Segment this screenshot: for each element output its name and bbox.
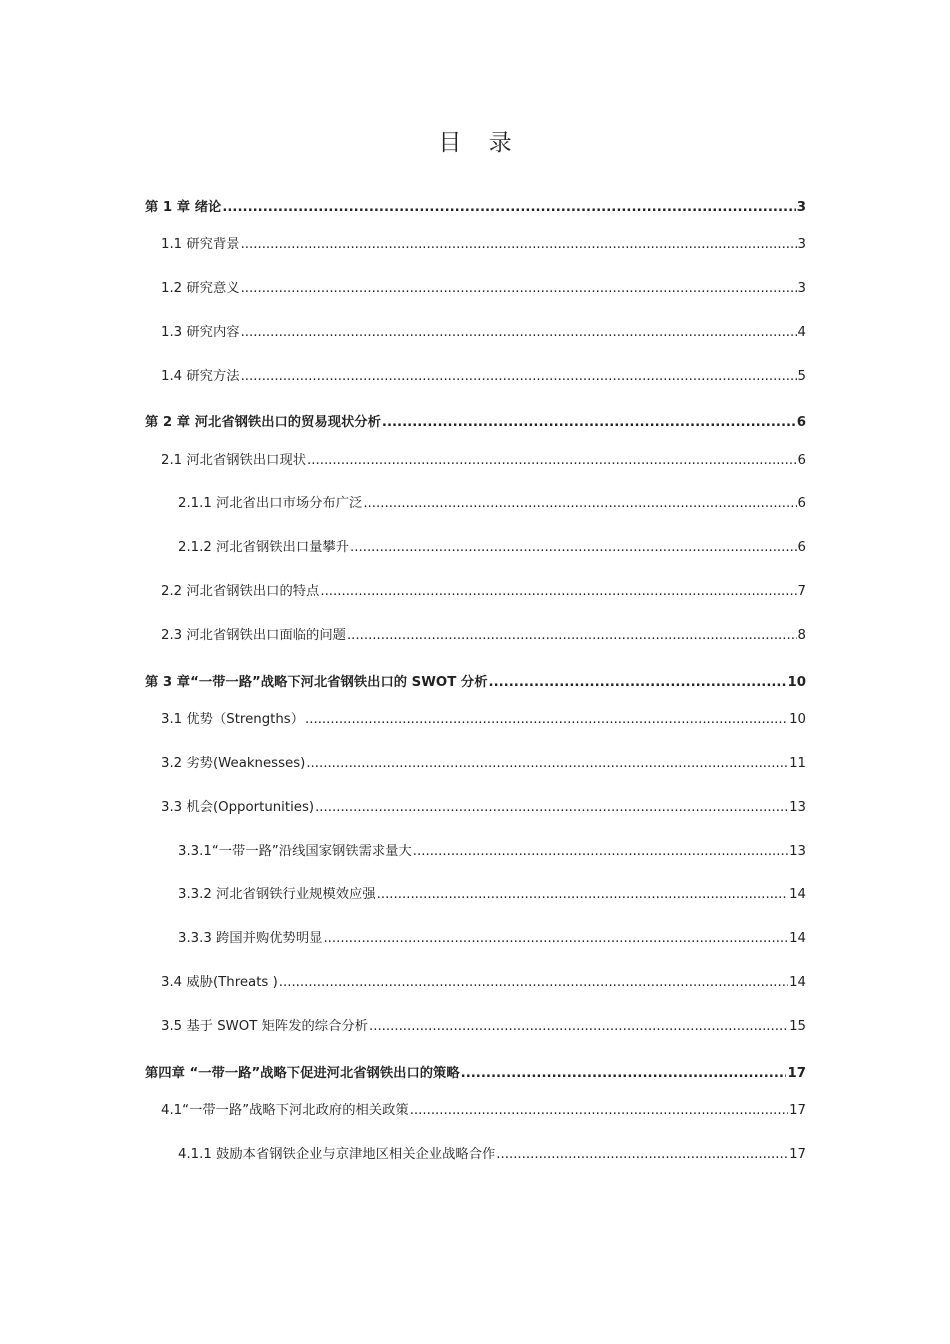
toc-entry-label: 3.3.3 跨国并购优势明显 — [178, 931, 323, 946]
toc-entry-label: 1.4 研究方法 — [161, 369, 240, 384]
toc-leader-dots — [307, 451, 796, 471]
toc-entry-label: 2.1.1 河北省出口市场分布广泛 — [178, 496, 363, 511]
toc-page-number: 5 — [797, 369, 806, 384]
toc-entry-label: 3.3.1“一带一路”沿线国家钢铁需求量大 — [178, 844, 412, 859]
toc-leader-dots — [413, 842, 788, 862]
toc-entry[interactable] — [0, 367, 806, 387]
toc-leader-dots — [369, 1017, 788, 1037]
toc-page-number: 13 — [789, 800, 806, 815]
toc-entry[interactable] — [0, 1145, 806, 1165]
toc-entry[interactable] — [0, 1101, 806, 1121]
toc-leader-dots — [315, 798, 788, 818]
toc-entry-label: 4.1.1 鼓励本省钢铁企业与京津地区相关企业战略合作 — [178, 1147, 496, 1162]
toc-leader-dots — [410, 1101, 788, 1121]
toc-page-number: 6 — [796, 415, 806, 430]
page-title: 目 录 — [438, 130, 522, 156]
toc-entry-label: 第 2 章 河北省钢铁出口的贸易现状分析 — [145, 415, 381, 430]
toc-page-number: 8 — [797, 628, 806, 643]
toc-page-number: 6 — [797, 496, 806, 511]
toc-leader-dots — [461, 1064, 787, 1084]
toc-entry-label: 3.1 优势（Strengths） — [161, 712, 305, 727]
toc-page-number: 4 — [797, 325, 806, 340]
toc-entry[interactable] — [0, 413, 806, 433]
toc-entry-label: 1.2 研究意义 — [161, 281, 240, 296]
toc-page-number: 17 — [787, 1066, 806, 1081]
toc-page-number: 3 — [796, 200, 806, 215]
toc-entry-label: 3.3.2 河北省钢铁行业规模效应强 — [178, 887, 376, 902]
toc-entry-label: 3.4 威胁(Threats ) — [161, 975, 278, 990]
toc-leader-dots — [306, 754, 788, 774]
toc-page-number: 3 — [797, 281, 806, 296]
toc-entry-label: 3.2 劣势(Weaknesses) — [161, 756, 306, 771]
toc-entry[interactable] — [0, 754, 806, 774]
toc-entry[interactable] — [0, 538, 806, 558]
toc-leader-dots — [347, 626, 797, 646]
toc-entry[interactable] — [0, 973, 806, 993]
toc-entry[interactable] — [0, 1064, 806, 1084]
toc-entry[interactable] — [0, 885, 806, 905]
toc-entry[interactable] — [0, 451, 806, 471]
toc-page-number: 10 — [789, 712, 806, 727]
toc-entry[interactable] — [0, 842, 806, 862]
toc-entry[interactable] — [0, 673, 806, 693]
toc-entry[interactable] — [0, 582, 806, 602]
toc-leader-dots — [377, 885, 788, 905]
toc-entry[interactable] — [0, 279, 806, 299]
toc-page-number: 13 — [789, 844, 806, 859]
toc-leader-dots — [320, 582, 796, 602]
toc-entry-label: 2.1 河北省钢铁出口现状 — [161, 453, 307, 468]
toc-entry-label: 第 3 章“一带一路”战略下河北省钢铁出口的 SWOT 分析 — [145, 675, 488, 690]
toc-page-number: 6 — [797, 453, 806, 468]
toc-entry-label: 第 1 章 绪论 — [145, 200, 222, 215]
toc-page-number: 15 — [789, 1019, 806, 1034]
toc-page-number: 11 — [789, 756, 806, 771]
toc-entry[interactable] — [0, 323, 806, 343]
toc-entry[interactable] — [0, 235, 806, 255]
toc-page-number: 3 — [797, 237, 806, 252]
toc-leader-dots — [241, 235, 797, 255]
toc-page-number: 17 — [789, 1103, 806, 1118]
toc-leader-dots — [363, 494, 796, 514]
toc-leader-dots — [222, 198, 795, 218]
toc-entry[interactable] — [0, 494, 806, 514]
toc-entry[interactable] — [0, 710, 806, 730]
toc-leader-dots — [305, 710, 788, 730]
toc-page-number: 14 — [789, 887, 806, 902]
toc-leader-dots — [241, 279, 797, 299]
toc-entry-label: 4.1“一带一路”战略下河北政府的相关政策 — [161, 1103, 409, 1118]
toc-page-number: 7 — [797, 584, 806, 599]
toc-entry[interactable] — [0, 1017, 806, 1037]
toc-entry-label: 2.3 河北省钢铁出口面临的问题 — [161, 628, 346, 643]
toc-entry[interactable] — [0, 798, 806, 818]
toc-page-number: 14 — [789, 931, 806, 946]
toc-entry-label: 2.2 河北省钢铁出口的特点 — [161, 584, 320, 599]
toc-entry[interactable] — [0, 929, 806, 949]
toc-entry-label: 2.1.2 河北省钢铁出口量攀升 — [178, 540, 350, 555]
toc-entry-label: 1.3 研究内容 — [161, 325, 240, 340]
toc-entry-label: 3.3 机会(Opportunities) — [161, 800, 315, 815]
toc-page-number: 17 — [789, 1147, 806, 1162]
toc-leader-dots — [241, 323, 797, 343]
toc-leader-dots — [241, 367, 797, 387]
toc-leader-dots — [350, 538, 797, 558]
toc-leader-dots — [489, 673, 787, 693]
toc-page-number: 14 — [789, 975, 806, 990]
toc-page-number: 10 — [787, 675, 806, 690]
toc-entry[interactable] — [0, 626, 806, 646]
toc-entry-label: 3.5 基于 SWOT 矩阵发的综合分析 — [161, 1019, 368, 1034]
toc-leader-dots — [279, 973, 788, 993]
toc-entry-label: 1.1 研究背景 — [161, 237, 240, 252]
toc-entry[interactable] — [0, 198, 806, 218]
toc-leader-dots — [323, 929, 788, 949]
toc-page-number: 6 — [797, 540, 806, 555]
toc-leader-dots — [496, 1145, 788, 1165]
toc-leader-dots — [382, 413, 796, 433]
toc-entry-label: 第四章 “一带一路”战略下促进河北省钢铁出口的策略 — [145, 1066, 460, 1081]
